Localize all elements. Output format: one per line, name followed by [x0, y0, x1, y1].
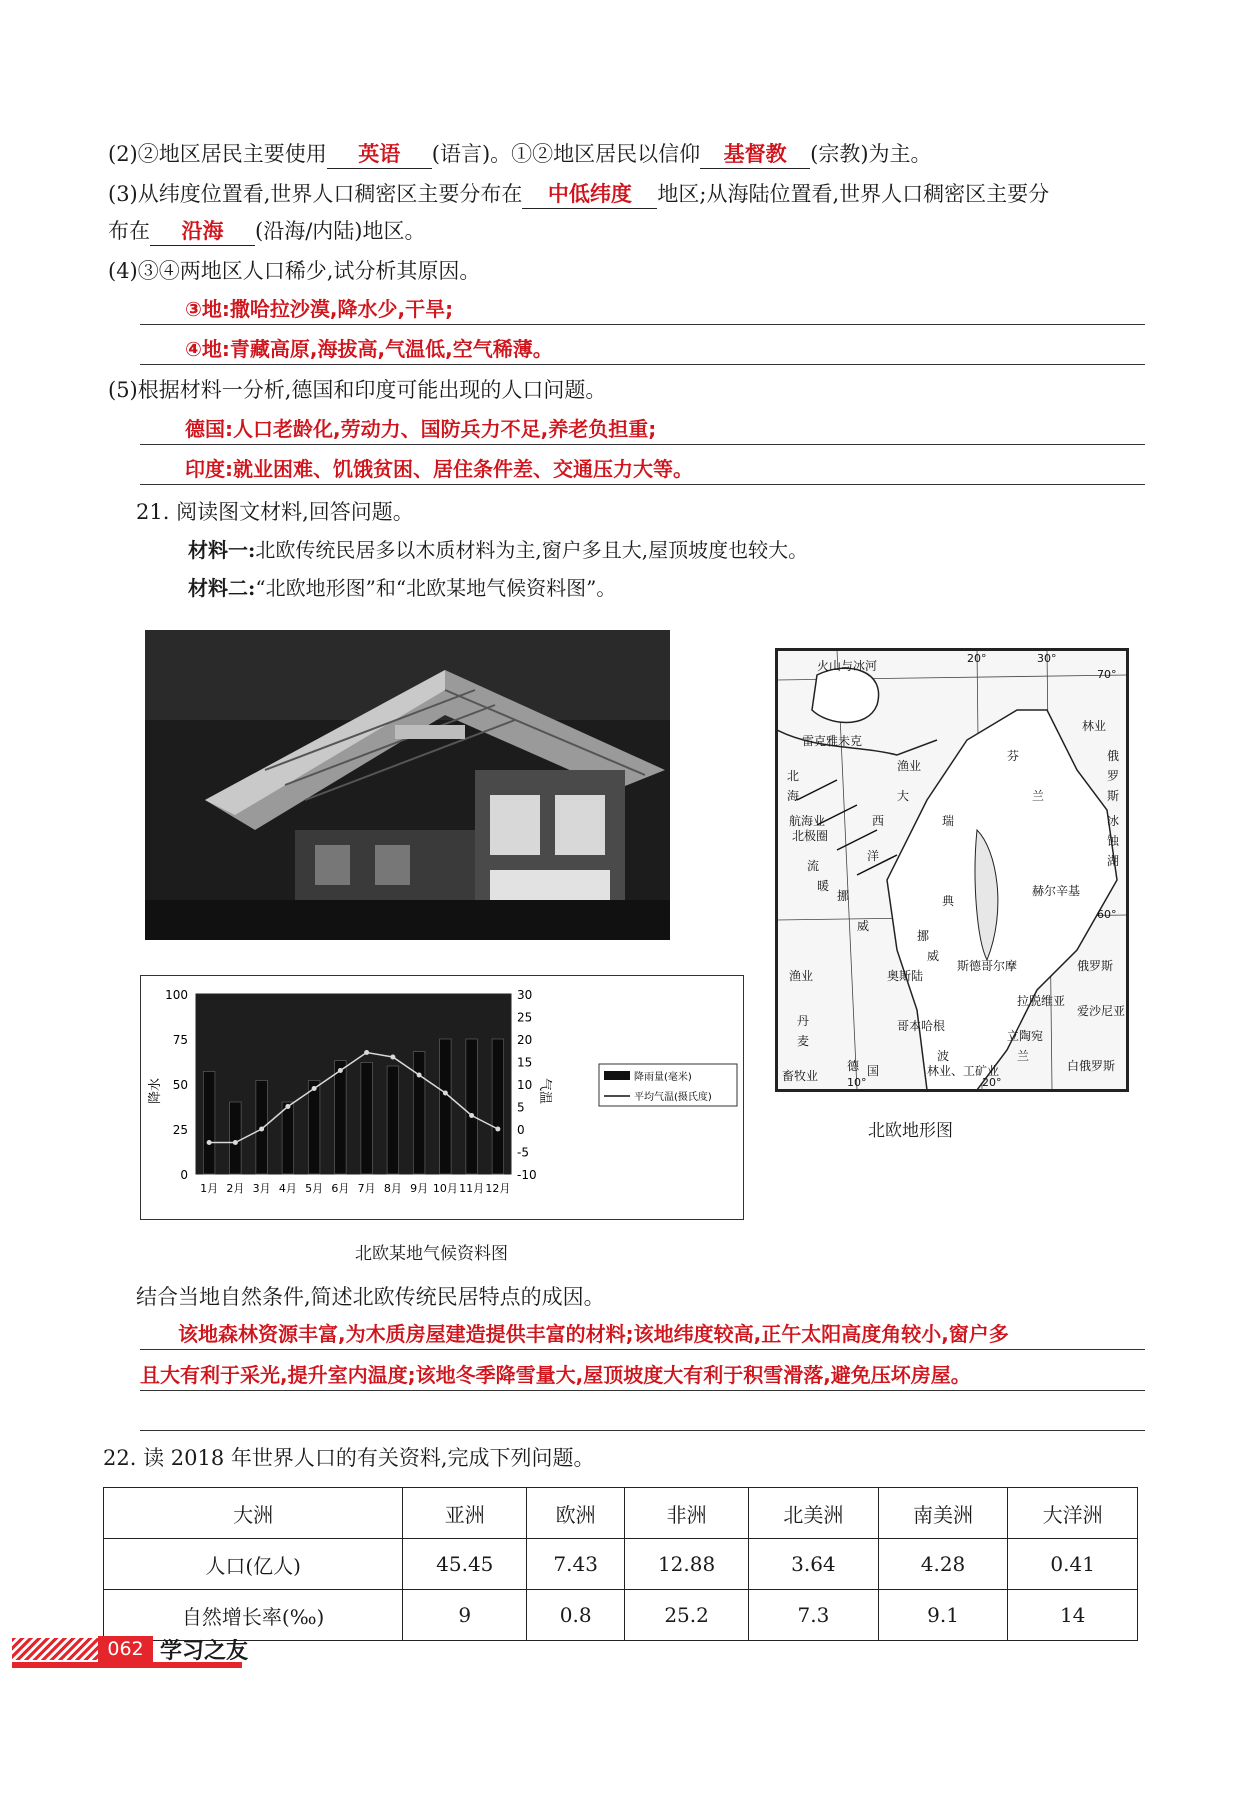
- table-cell: 自然增长率(‰): [104, 1590, 403, 1641]
- map-label: 渔业: [897, 759, 922, 773]
- table-cell: 4.28: [878, 1539, 1008, 1590]
- map-label: 斯: [1107, 789, 1120, 803]
- map-label: 赫尔辛基: [1032, 884, 1081, 898]
- q5-answer-text2: 印度:就业困难、饥饿贫困、居住条件差、交通压力大等。: [185, 457, 693, 481]
- map-label: 国: [867, 1064, 880, 1078]
- map-label: 白俄罗斯: [1067, 1059, 1116, 1073]
- map-label: 洋: [867, 849, 880, 863]
- q21-answer-line3: [140, 1396, 1145, 1431]
- map-label: 西: [872, 814, 885, 828]
- material-one: [188, 537, 808, 563]
- q2-prefix: (2)②地区居民主要使用: [108, 142, 327, 166]
- house-photo: [145, 630, 670, 940]
- map-label: 哥本哈根: [897, 1019, 946, 1033]
- q4-answer-text2: ④地:青藏高原,海拔高,气温低,空气稀薄。: [185, 337, 553, 361]
- precip-bar: [308, 1080, 320, 1174]
- map-label: 斯德哥尔摩: [957, 959, 1018, 973]
- table-cell: 7.43: [527, 1539, 625, 1590]
- legend-label-precip: 降雨量(毫米): [634, 1072, 692, 1083]
- map-tick-label: 70°: [1097, 668, 1117, 681]
- q21-answer-text1: 该地森林资源丰富,为木质房屋建造提供丰富的材料;该地纬度较高,正午太阳高度角较小,窗户多: [178, 1322, 1009, 1346]
- q5-answer-line2: [140, 450, 1145, 485]
- table-cell: 人口(亿人): [104, 1539, 403, 1590]
- y-tick-left: 0: [180, 1168, 188, 1182]
- map-tick-label: 20°: [967, 652, 987, 665]
- map-tick-label: 30°: [1037, 652, 1057, 665]
- y-axis-label-left: 降水: [148, 1077, 163, 1105]
- map-drawing: [777, 650, 1127, 1090]
- y-tick-right: 10: [517, 1078, 533, 1092]
- y-tick-right: 20: [517, 1033, 533, 1047]
- table-cell: 0.8: [527, 1590, 625, 1641]
- q5-answer-text1: 德国:人口老龄化,劳动力、国防兵力不足,养老负担重;: [185, 417, 657, 441]
- house-photo-illustration: [145, 630, 670, 940]
- table-cell: 14: [1008, 1590, 1138, 1641]
- map-tick-label: 60°: [1097, 908, 1117, 921]
- material-one-label: 材料一:: [188, 538, 256, 562]
- x-tick-label: 5月: [305, 1182, 324, 1195]
- material-two-label: 材料二:: [188, 576, 256, 600]
- map-tick-label: 10°: [847, 1076, 867, 1089]
- q22-title: 22. 读 2018 年世界人口的有关资料,完成下列问题。: [103, 1446, 595, 1470]
- table-cell: 7.3: [749, 1590, 879, 1641]
- table-cell: 25.2: [625, 1590, 749, 1641]
- legend-swatch-bar: [604, 1071, 630, 1080]
- q3-suffix2: (沿海/内陆)地区。: [255, 219, 426, 243]
- x-tick-label: 4月: [278, 1182, 297, 1195]
- map-label: 罗: [1107, 769, 1120, 783]
- y-tick-left: 100: [165, 988, 188, 1002]
- map-label: 冰: [1107, 814, 1120, 828]
- table-cell: 12.88: [625, 1539, 749, 1590]
- map-label: 俄: [1107, 749, 1120, 763]
- map-label: 俄罗斯: [1077, 959, 1114, 973]
- y-tick-right: 15: [517, 1055, 533, 1070]
- precip-bar: [492, 1039, 504, 1174]
- table-cell: 0.41: [1008, 1539, 1138, 1590]
- q2-suffix: (宗教)为主。: [810, 142, 932, 166]
- brand-name: 学习之友: [160, 1638, 249, 1664]
- precip-bar: [440, 1039, 452, 1174]
- map-label: 威: [857, 919, 870, 933]
- table-cell: 亚洲: [403, 1488, 527, 1539]
- temperature-point: [285, 1104, 290, 1109]
- temperature-point: [417, 1073, 422, 1078]
- temperature-point: [207, 1140, 212, 1145]
- temperature-point: [338, 1068, 343, 1073]
- map-label: 奥斯陆: [887, 969, 924, 983]
- map-label: 波: [937, 1049, 950, 1063]
- precip-bar: [230, 1102, 242, 1174]
- map-caption: 北欧地形图: [868, 1121, 953, 1141]
- x-tick-label: 6月: [331, 1182, 350, 1195]
- q21-title: 21. 阅读图文材料,回答问题。: [136, 500, 414, 524]
- temperature-point: [233, 1140, 238, 1145]
- map-label: 畜牧业: [782, 1069, 819, 1083]
- map-label: 芬: [1007, 749, 1020, 763]
- plot-area: [196, 994, 511, 1174]
- x-tick-label: 11月: [459, 1182, 485, 1195]
- q21-answer-line2: [140, 1356, 1145, 1391]
- temperature-point: [312, 1086, 317, 1091]
- table-header-row: [104, 1488, 1138, 1539]
- map-label: 火山与冰河: [817, 659, 878, 673]
- map-label: 航海业: [789, 814, 826, 828]
- map-label: 挪: [837, 889, 850, 903]
- table-cell: 欧洲: [527, 1488, 625, 1539]
- y-tick-right: 5: [517, 1100, 525, 1115]
- q2-answer-language: 英语: [358, 142, 401, 166]
- map-label: 爱沙尼亚: [1077, 1004, 1126, 1018]
- map-label: 流: [807, 859, 820, 873]
- map-label: 丹: [797, 1014, 810, 1028]
- temperature-point: [390, 1055, 395, 1060]
- table-cell: 3.64: [749, 1539, 879, 1590]
- map-label: 海: [787, 789, 800, 803]
- table-cell: 45.45: [403, 1539, 527, 1590]
- x-tick-label: 10月: [432, 1182, 458, 1195]
- map-label: 湖: [1107, 854, 1120, 868]
- q4-answer-line2: [140, 330, 1145, 365]
- precip-bar: [335, 1061, 347, 1174]
- map-label: 兰: [1032, 789, 1045, 803]
- map-label: 暖: [817, 879, 830, 893]
- map-tick-label: 20°: [982, 1076, 1002, 1089]
- map-label: 大: [897, 789, 910, 803]
- y-tick-right: -5: [517, 1145, 529, 1160]
- x-tick-label: 9月: [410, 1182, 429, 1195]
- page-number: 062: [98, 1636, 153, 1662]
- legend-label-temp: 平均气温(摄氏度): [634, 1092, 712, 1103]
- table-cell: 大洲: [104, 1488, 403, 1539]
- x-tick-label: 1月: [200, 1182, 219, 1195]
- chart-caption: 北欧某地气候资料图: [355, 1244, 508, 1264]
- x-tick-label: 7月: [357, 1182, 376, 1195]
- table-cell: 大洋洲: [1008, 1488, 1138, 1539]
- map-label: 典: [942, 894, 955, 908]
- table-row: [104, 1590, 1138, 1641]
- precip-bar: [361, 1062, 373, 1174]
- x-tick-label: 12月: [485, 1182, 511, 1195]
- map-label: 北极圈: [792, 829, 829, 843]
- precip-bar: [387, 1066, 399, 1174]
- table-cell: 9: [403, 1590, 527, 1641]
- map-label: 兰: [1017, 1049, 1030, 1063]
- y-tick-left: 75: [172, 1033, 188, 1047]
- q3-prefix2: 布在: [108, 219, 150, 243]
- y-tick-right: 30: [517, 988, 533, 1002]
- y-axis-label-right: 气温: [537, 1077, 552, 1105]
- table-cell: 北美洲: [749, 1488, 879, 1539]
- temperature-point: [495, 1127, 500, 1132]
- material-two: [188, 575, 616, 601]
- y-tick-right: 25: [517, 1010, 533, 1025]
- q5-answer-line1: [140, 410, 1145, 445]
- map-label: 雷克雅未克: [802, 734, 863, 748]
- x-tick-label: 8月: [383, 1182, 402, 1195]
- temperature-point: [364, 1050, 369, 1055]
- population-table: [103, 1487, 1138, 1641]
- temperature-point: [259, 1127, 264, 1132]
- q5-question: (5)根据材料一分析,德国和印度可能出现的人口问题。: [108, 378, 607, 402]
- q2-mid: (语言)。①②地区居民以信仰: [431, 142, 701, 166]
- material-two-text: “北欧地形图”和“北欧某地气候资料图”。: [255, 576, 617, 600]
- x-tick-label: 3月: [252, 1182, 271, 1195]
- map-label: 拉脱维亚: [1017, 994, 1066, 1008]
- q3-line1: [108, 180, 1049, 209]
- q21-question: 结合当地自然条件,简述北欧传统民居特点的成因。: [136, 1285, 605, 1309]
- table-cell: 非洲: [625, 1488, 749, 1539]
- y-tick-left: 50: [172, 1078, 188, 1092]
- table-cell: 南美洲: [878, 1488, 1008, 1539]
- q21-answer-line1: [140, 1315, 1145, 1350]
- map-label: 瑞: [942, 814, 955, 828]
- map-label: 渔业: [789, 969, 814, 983]
- q3-line2: [108, 217, 425, 246]
- map-label: 林业、工矿业: [927, 1064, 1000, 1078]
- map-label: 北: [787, 769, 800, 783]
- q4-answer-text1: ③地:撒哈拉沙漠,降水少,干旱;: [185, 297, 454, 321]
- map-label: 德: [847, 1059, 860, 1073]
- climate-chart: [140, 975, 744, 1220]
- q2-answer-religion: 基督教: [723, 142, 787, 166]
- precip-bar: [413, 1052, 425, 1174]
- y-tick-left: 25: [172, 1123, 188, 1137]
- q3-answer-coastal: 沿海: [181, 219, 224, 243]
- q4-question: (4)③④两地区人口稀少,试分析其原因。: [108, 259, 481, 283]
- map-label: 挪: [917, 929, 930, 943]
- map-label: 立陶宛: [1007, 1029, 1044, 1043]
- climate-chart-svg: [141, 976, 741, 1216]
- northern-europe-map: [775, 648, 1129, 1092]
- table-cell: 9.1: [878, 1590, 1008, 1641]
- temperature-point: [443, 1091, 448, 1096]
- material-one-text: 北欧传统民居多以木质材料为主,窗户多且大,屋顶坡度也较大。: [255, 538, 809, 562]
- map-label: 威: [927, 949, 940, 963]
- precip-bar: [203, 1071, 215, 1174]
- y-tick-right: -10: [517, 1168, 537, 1182]
- q21-answer-text2: 且大有利于采光,提升室内温度;该地冬季降雪量大,屋顶坡度大有利于积雪滑落,避免压坏房屋。: [140, 1363, 971, 1387]
- q4-answer-line1: [140, 290, 1145, 325]
- table-row: [104, 1539, 1138, 1590]
- map-label: 麦: [797, 1034, 810, 1048]
- map-label: 蚀: [1107, 834, 1120, 848]
- q3-answer-latitude: 中低纬度: [547, 182, 632, 206]
- q3-prefix: (3)从纬度位置看,世界人口稠密区主要分布在: [108, 182, 523, 206]
- temperature-point: [469, 1113, 474, 1118]
- x-tick-label: 2月: [226, 1182, 245, 1195]
- map-label: 林业: [1082, 719, 1107, 733]
- q2-line: [108, 140, 932, 169]
- precip-bar: [466, 1039, 478, 1174]
- q3-suffix1: 地区;从海陆位置看,世界人口稠密区主要分: [657, 182, 1050, 206]
- y-tick-right: 0: [517, 1123, 525, 1137]
- precip-bar: [282, 1102, 294, 1174]
